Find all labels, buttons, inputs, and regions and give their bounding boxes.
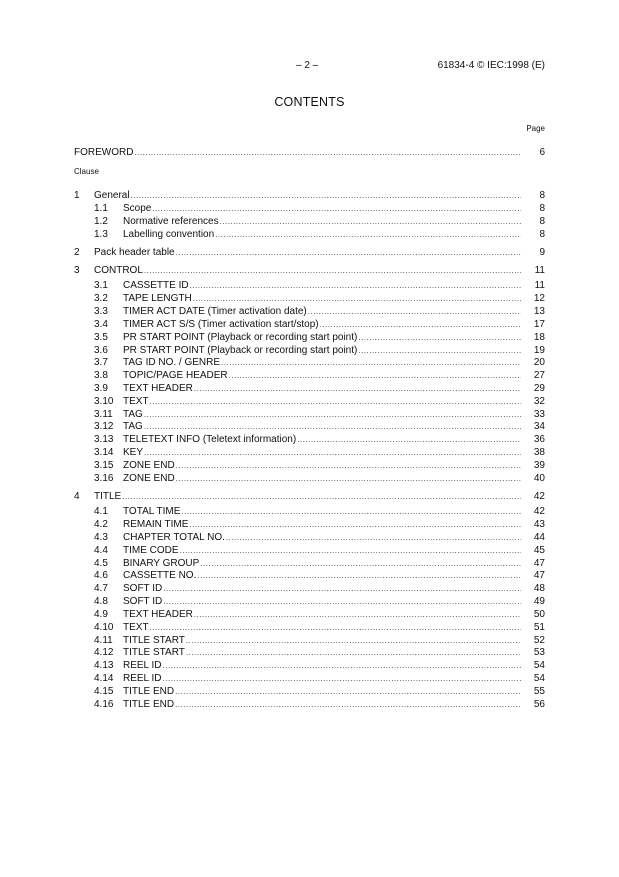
dot-leader — [215, 228, 521, 241]
toc-entry-number: 2 — [74, 247, 80, 258]
toc-entry-title: TOPIC/PAGE HEADER — [123, 370, 228, 381]
toc-entry[interactable] — [0, 264, 619, 277]
toc-entry-number: 4.15 — [94, 686, 114, 697]
toc-entry-number: 3.10 — [94, 396, 114, 407]
toc-entry-page: 38 — [533, 447, 545, 458]
toc-entry-title: REMAIN TIME — [123, 519, 189, 530]
dot-leader — [320, 318, 521, 331]
toc-entry-page: 39 — [533, 460, 545, 471]
toc-entry-page: 18 — [533, 332, 545, 343]
toc-entry-title: TOTAL TIME — [123, 506, 181, 517]
dot-leader — [122, 490, 521, 503]
toc-entry[interactable] — [0, 595, 619, 608]
toc-entry-title: SOFT ID — [123, 583, 163, 594]
toc-entry-title: TEXT HEADER — [123, 609, 193, 620]
toc-entry-page: 12 — [533, 293, 545, 304]
toc-entry-number: 4.9 — [94, 609, 108, 620]
toc-entry-page: 17 — [533, 319, 545, 330]
toc-entry-title: CASSETTE ID — [123, 280, 189, 291]
dot-leader — [163, 659, 521, 672]
toc-entry-page: 20 — [533, 357, 545, 368]
toc-entry-title: Labelling convention — [123, 229, 215, 240]
toc-entry-number: 3.8 — [94, 370, 108, 381]
toc-entry[interactable] — [0, 215, 619, 228]
dot-leader — [176, 246, 521, 259]
toc-entry[interactable] — [0, 146, 619, 159]
dot-leader — [152, 202, 521, 215]
toc-entry-number: 3.15 — [94, 460, 114, 471]
toc-entry-page: 36 — [533, 434, 545, 445]
dot-leader — [229, 369, 521, 382]
toc-entry[interactable] — [0, 608, 619, 621]
dot-leader — [189, 518, 521, 531]
dot-leader — [175, 685, 521, 698]
toc-entry[interactable] — [0, 672, 619, 685]
toc-entry-title: TIMER ACT DATE (Timer activation date) — [123, 306, 307, 317]
toc-entry-number: 3.13 — [94, 434, 114, 445]
dot-leader — [194, 382, 521, 395]
toc-entry[interactable] — [0, 318, 619, 331]
dot-leader — [226, 531, 521, 544]
toc-entry-number: 4.14 — [94, 673, 114, 684]
toc-entry[interactable] — [0, 279, 619, 292]
toc-entry-page: 33 — [533, 409, 545, 420]
toc-entry[interactable] — [0, 228, 619, 241]
toc-entry[interactable] — [0, 292, 619, 305]
toc-entry-page: 54 — [533, 660, 545, 671]
dot-leader — [163, 672, 521, 685]
toc-entry-page: 43 — [533, 519, 545, 530]
toc-entry-page: 56 — [533, 699, 545, 710]
toc-entry[interactable] — [0, 459, 619, 472]
toc-entry[interactable] — [0, 202, 619, 215]
toc-entry-number: 4.6 — [94, 570, 108, 581]
toc-entry-title: TIMER ACT S/S (Timer activation start/stop) — [123, 319, 319, 330]
toc-entry-title: TELETEXT INFO (Teletext information) — [123, 434, 297, 445]
toc-entry-page: 55 — [533, 686, 545, 697]
dot-leader — [163, 595, 521, 608]
toc-entry-number: 3.12 — [94, 421, 114, 432]
toc-entry[interactable] — [0, 685, 619, 698]
toc-entry-title: TITLE — [94, 491, 122, 502]
toc-entry-number: 4.4 — [94, 545, 108, 556]
toc-entry[interactable] — [0, 446, 619, 459]
toc-entry-number: 3.1 — [94, 280, 108, 291]
toc-entry-number: 4.5 — [94, 558, 108, 569]
toc-entry-page: 8 — [539, 190, 545, 201]
toc-entry[interactable] — [0, 433, 619, 446]
toc-entry-title: TITLE END — [123, 686, 175, 697]
toc-entry[interactable] — [0, 472, 619, 485]
toc-entry-page: 50 — [533, 609, 545, 620]
toc-entry[interactable] — [0, 659, 619, 672]
toc-entry-page: 32 — [533, 396, 545, 407]
toc-entry-page: 54 — [533, 673, 545, 684]
dot-leader — [150, 621, 521, 634]
toc-entry-page: 53 — [533, 647, 545, 658]
toc-entry[interactable] — [0, 505, 619, 518]
toc-entry-page: 8 — [539, 229, 545, 240]
toc-entry-page: 29 — [533, 383, 545, 394]
dot-leader — [176, 472, 521, 485]
dot-leader — [180, 544, 521, 557]
toc-entry-page: 44 — [533, 532, 545, 543]
toc-entry-number: 4.1 — [94, 506, 108, 517]
toc-entry-page: 6 — [539, 147, 545, 158]
dot-leader — [186, 646, 521, 659]
toc-entry-page: 11 — [534, 280, 545, 291]
toc-entry[interactable] — [0, 189, 619, 202]
dot-leader — [193, 292, 521, 305]
toc-entry-number: 3 — [74, 265, 80, 276]
toc-entry-number: 4 — [74, 491, 80, 502]
toc-entry[interactable] — [0, 382, 619, 395]
toc-entry[interactable] — [0, 331, 619, 344]
toc-entry-title: ZONE END — [123, 473, 175, 484]
toc-entry-title: CHAPTER TOTAL NO. — [123, 532, 225, 543]
toc-entry[interactable] — [0, 544, 619, 557]
toc-entry-number: 4.7 — [94, 583, 108, 594]
toc-entry-page: 47 — [533, 570, 545, 581]
toc-entry-number: 4.2 — [94, 519, 108, 530]
toc-entry-number: 4.16 — [94, 699, 114, 710]
toc-entry-title: TITLE END — [123, 699, 175, 710]
toc-entry-title: TIME CODE — [123, 545, 179, 556]
toc-entry[interactable] — [0, 356, 619, 369]
document-reference: 61834-4 © IEC:1998 (E) — [437, 60, 545, 71]
dot-leader — [181, 505, 521, 518]
toc-entry-number: 3.14 — [94, 447, 114, 458]
toc-entry-page: 9 — [539, 247, 545, 258]
toc-entry-title: Normative references — [123, 216, 219, 227]
toc-entry-number: 1.1 — [94, 203, 108, 214]
toc-entry-title: ZONE END — [123, 460, 175, 471]
toc-entry-title: TEXT — [123, 622, 149, 633]
dot-leader — [150, 395, 521, 408]
toc-entry[interactable] — [0, 646, 619, 659]
toc-entry-title: TEXT — [123, 396, 149, 407]
toc-entry[interactable] — [0, 305, 619, 318]
dot-leader — [175, 698, 521, 711]
toc-entry-page: 49 — [533, 596, 545, 607]
toc-entry[interactable] — [0, 395, 619, 408]
toc-entry-title: General — [94, 190, 130, 201]
dot-leader — [131, 189, 521, 202]
toc-entry-page: 19 — [533, 345, 545, 356]
toc-entry[interactable] — [0, 369, 619, 382]
toc-entry-number: 4.10 — [94, 622, 114, 633]
toc-entry-title: CASSETTE NO. — [123, 570, 197, 581]
toc-entry[interactable] — [0, 621, 619, 634]
toc-entry-title: SOFT ID — [123, 596, 163, 607]
toc-entry-number: 3.4 — [94, 319, 108, 330]
toc-entry-page: 8 — [539, 216, 545, 227]
toc-entry-title: TAG — [123, 421, 143, 432]
toc-entry[interactable] — [0, 582, 619, 595]
toc-entry-page: 47 — [533, 558, 545, 569]
toc-entry-page: 13 — [533, 306, 545, 317]
toc-entry-number: 3.3 — [94, 306, 108, 317]
toc-entry-title: TEXT HEADER — [123, 383, 193, 394]
toc-entry-number: 3.11 — [94, 409, 113, 420]
toc-entry-page: 42 — [533, 506, 545, 517]
dot-leader — [144, 446, 521, 459]
page-number: – 2 – — [296, 60, 319, 71]
toc-entry-title: CONTROL — [94, 265, 143, 276]
toc-entry-title: Pack header table — [94, 247, 175, 258]
toc-entry[interactable] — [0, 246, 619, 259]
toc-entry-page: 40 — [533, 473, 545, 484]
toc-entry-number: 4.12 — [94, 647, 114, 658]
toc-entry-number: 3.7 — [94, 357, 108, 368]
toc-entry[interactable] — [0, 531, 619, 544]
toc-entry-title: TAPE LENGTH — [123, 293, 192, 304]
dot-leader — [358, 331, 521, 344]
toc-entry-page: 34 — [533, 421, 545, 432]
toc-entry-number: 4.3 — [94, 532, 108, 543]
dot-leader — [221, 356, 521, 369]
toc-entry-number: 1 — [74, 190, 80, 201]
dot-leader — [144, 264, 521, 277]
toc-entry-number: 3.16 — [94, 473, 114, 484]
page-column-label: Page — [526, 124, 545, 133]
toc-entry-number: 4.13 — [94, 660, 114, 671]
toc-entry-number: 1.3 — [94, 229, 108, 240]
toc-entry-number: 1.2 — [94, 216, 108, 227]
toc-entry[interactable] — [0, 518, 619, 531]
toc-entry-number: 3.5 — [94, 332, 108, 343]
toc-entry[interactable] — [0, 569, 619, 582]
dot-leader — [163, 582, 521, 595]
dot-leader — [297, 433, 521, 446]
toc-entry[interactable] — [0, 698, 619, 711]
toc-entry-number: 3.2 — [94, 293, 108, 304]
toc-entry-page: 42 — [533, 491, 545, 502]
toc-entry-title: PR START POINT (Playback or recording start point) — [123, 345, 358, 356]
dot-leader — [308, 305, 521, 318]
toc-entry-title: REEL ID — [123, 660, 162, 671]
dot-leader — [220, 215, 521, 228]
toc-entry-title: PR START POINT (Playback or recording start point) — [123, 332, 358, 343]
toc-entry-page: 27 — [533, 370, 545, 381]
toc-entry-number: 4.11 — [94, 635, 113, 646]
dot-leader — [134, 146, 521, 159]
toc-entry-page: 51 — [533, 622, 545, 633]
toc-entry-title: Scope — [123, 203, 152, 214]
toc-entry-title: TITLE START — [123, 635, 185, 646]
toc-entry-number: 3.6 — [94, 345, 108, 356]
toc-entry-title: TITLE START — [123, 647, 185, 658]
dot-leader — [144, 420, 521, 433]
toc-entry-page: 45 — [533, 545, 545, 556]
toc-entry-page: 11 — [534, 265, 545, 276]
toc-entry-number: 4.8 — [94, 596, 108, 607]
toc-entry-number: 3.9 — [94, 383, 108, 394]
toc-entry[interactable] — [0, 490, 619, 503]
dot-leader — [190, 279, 521, 292]
toc-entry-title: TAG ID NO. / GENRE — [123, 357, 221, 368]
toc-entry[interactable] — [0, 420, 619, 433]
dot-leader — [197, 569, 521, 582]
toc-entry-page: 48 — [533, 583, 545, 594]
toc-entry-title: BINARY GROUP — [123, 558, 200, 569]
toc-entry-title: TAG — [123, 409, 143, 420]
dot-leader — [176, 459, 521, 472]
clause-column-label: Clause — [74, 167, 99, 176]
toc-entry-page: 8 — [539, 203, 545, 214]
toc-entry-page: 52 — [533, 635, 545, 646]
dot-leader — [194, 608, 521, 621]
page-title: CONTENTS — [274, 95, 345, 109]
toc-entry-title: KEY — [123, 447, 144, 458]
toc-entry-title: FOREWORD — [74, 147, 134, 158]
toc-entry-title: REEL ID — [123, 673, 162, 684]
